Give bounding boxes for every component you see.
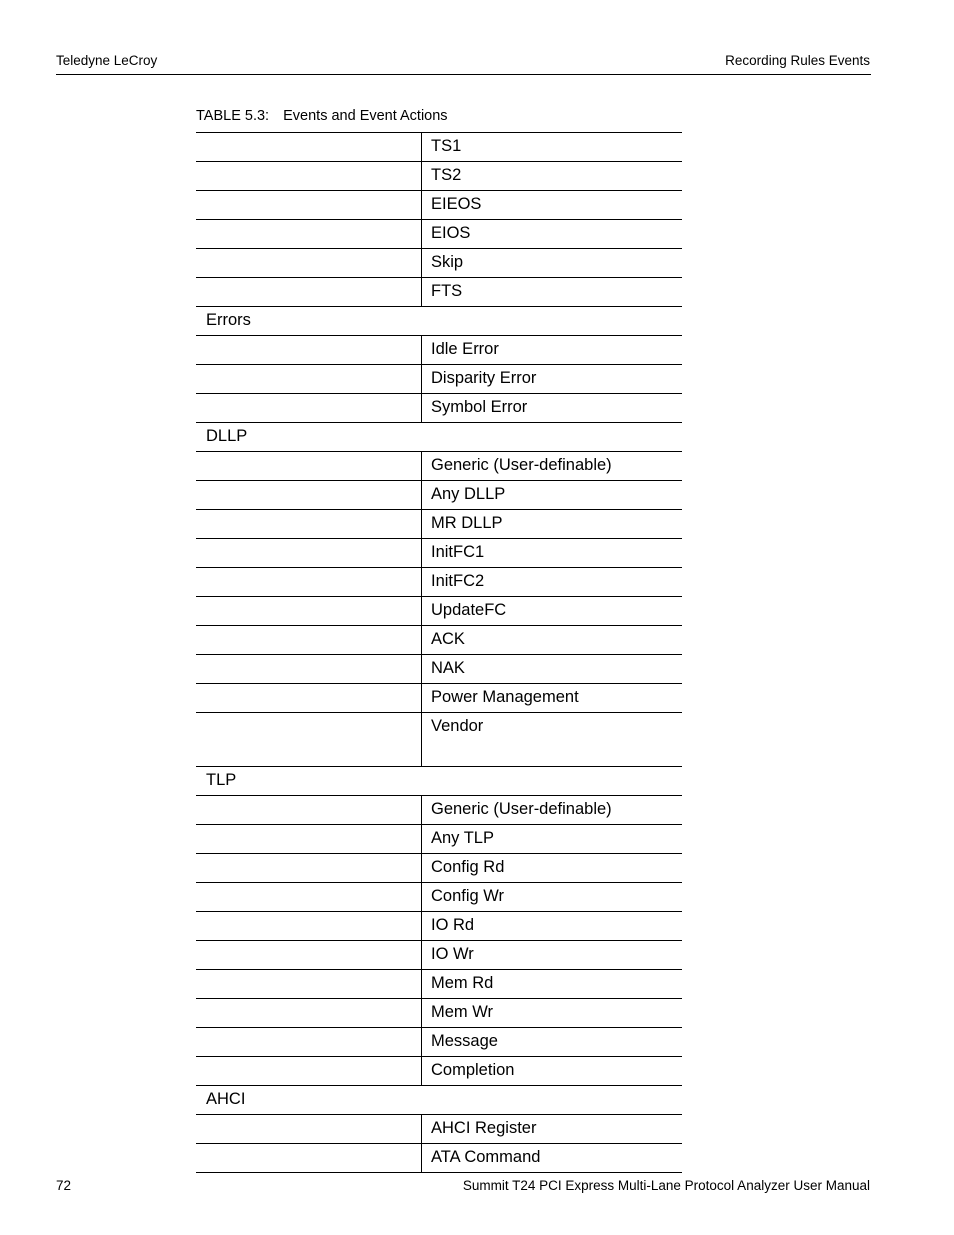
empty-cell xyxy=(196,394,422,423)
empty-cell xyxy=(196,970,422,999)
table-row xyxy=(196,970,682,999)
empty-cell xyxy=(196,941,422,970)
event-name-cell: TS1 xyxy=(422,133,683,162)
table-row xyxy=(196,796,682,825)
table-caption-number: TABLE 5.3: xyxy=(196,108,270,124)
empty-cell xyxy=(196,1057,422,1086)
event-name-cell: EIEOS xyxy=(422,191,683,220)
event-name-cell: Skip xyxy=(422,249,683,278)
category-label: AHCI xyxy=(196,1086,682,1115)
footer-manual-title: Summit T24 PCI Express Multi-Lane Protocol Analyzer User Manual xyxy=(462,1178,870,1193)
header-divider xyxy=(56,74,871,75)
event-name-cell: Config Wr xyxy=(422,883,683,912)
event-name-cell: InitFC2 xyxy=(422,568,683,597)
header-company: Teledyne LeCroy xyxy=(56,53,158,68)
table-category-row xyxy=(196,423,682,452)
table-row xyxy=(196,394,682,423)
event-name-cell: ACK xyxy=(422,626,683,655)
table-category-row xyxy=(196,767,682,796)
table-row xyxy=(196,684,682,713)
event-name-cell: MR DLLP xyxy=(422,510,683,539)
empty-cell xyxy=(196,597,422,626)
event-name-cell: EIOS xyxy=(422,220,683,249)
empty-cell xyxy=(196,655,422,684)
empty-cell xyxy=(196,162,422,191)
event-name-cell: IO Rd xyxy=(422,912,683,941)
table-row xyxy=(196,220,682,249)
table-row xyxy=(196,597,682,626)
event-name-cell: Generic (User-definable) xyxy=(422,796,683,825)
table-row xyxy=(196,568,682,597)
empty-cell xyxy=(196,510,422,539)
table-row xyxy=(196,912,682,941)
event-name-cell: Vendor xyxy=(422,713,683,767)
table-row xyxy=(196,1028,682,1057)
table-row xyxy=(196,626,682,655)
event-name-cell: UpdateFC xyxy=(422,597,683,626)
empty-cell xyxy=(196,1115,422,1144)
table-row xyxy=(196,825,682,854)
empty-cell xyxy=(196,713,422,767)
page-number: 72 xyxy=(56,1178,72,1193)
table-row xyxy=(196,191,682,220)
table-row xyxy=(196,336,682,365)
table-row xyxy=(196,713,682,767)
event-name-cell: AHCI Register xyxy=(422,1115,683,1144)
empty-cell xyxy=(196,825,422,854)
empty-cell xyxy=(196,365,422,394)
event-name-cell: Any TLP xyxy=(422,825,683,854)
events-table xyxy=(196,132,682,1173)
empty-cell xyxy=(196,539,422,568)
table-row xyxy=(196,1144,682,1173)
table-row xyxy=(196,481,682,510)
event-name-cell: InitFC1 xyxy=(422,539,683,568)
empty-cell xyxy=(196,568,422,597)
table-category-row xyxy=(196,1086,682,1115)
event-name-cell: Mem Wr xyxy=(422,999,683,1028)
table-row xyxy=(196,452,682,481)
table-category-row xyxy=(196,307,682,336)
category-label: TLP xyxy=(196,767,682,796)
empty-cell xyxy=(196,1028,422,1057)
empty-cell xyxy=(196,452,422,481)
table-row xyxy=(196,854,682,883)
event-name-cell: TS2 xyxy=(422,162,683,191)
event-name-cell: FTS xyxy=(422,278,683,307)
table-row xyxy=(196,510,682,539)
empty-cell xyxy=(196,220,422,249)
table-row xyxy=(196,162,682,191)
table-row xyxy=(196,133,682,162)
empty-cell xyxy=(196,278,422,307)
empty-cell xyxy=(196,336,422,365)
event-name-cell: Symbol Error xyxy=(422,394,683,423)
empty-cell xyxy=(196,1144,422,1173)
table-row xyxy=(196,249,682,278)
empty-cell xyxy=(196,999,422,1028)
empty-cell xyxy=(196,481,422,510)
table-row xyxy=(196,365,682,394)
table-row xyxy=(196,278,682,307)
events-table-body xyxy=(196,133,682,1173)
table-row xyxy=(196,539,682,568)
event-name-cell: Config Rd xyxy=(422,854,683,883)
table-row xyxy=(196,655,682,684)
event-name-cell: NAK xyxy=(422,655,683,684)
event-name-cell: Idle Error xyxy=(422,336,683,365)
table-row xyxy=(196,999,682,1028)
empty-cell xyxy=(196,626,422,655)
table-caption-title: Events and Event Actions xyxy=(283,108,448,124)
empty-cell xyxy=(196,684,422,713)
table-row xyxy=(196,941,682,970)
table-row xyxy=(196,1115,682,1144)
event-name-cell: IO Wr xyxy=(422,941,683,970)
event-name-cell: Mem Rd xyxy=(422,970,683,999)
empty-cell xyxy=(196,912,422,941)
event-name-cell: Power Management xyxy=(422,684,683,713)
category-label: Errors xyxy=(196,307,682,336)
table-row xyxy=(196,1057,682,1086)
event-name-cell: ATA Command xyxy=(422,1144,683,1173)
empty-cell xyxy=(196,883,422,912)
category-label: DLLP xyxy=(196,423,682,452)
event-name-cell: Message xyxy=(422,1028,683,1057)
table-row xyxy=(196,883,682,912)
event-name-cell: Generic (User-definable) xyxy=(422,452,683,481)
empty-cell xyxy=(196,796,422,825)
event-name-cell: Any DLLP xyxy=(422,481,683,510)
event-name-cell: Completion xyxy=(422,1057,683,1086)
empty-cell xyxy=(196,249,422,278)
empty-cell xyxy=(196,191,422,220)
empty-cell xyxy=(196,133,422,162)
table-caption xyxy=(196,108,448,124)
event-name-cell: Disparity Error xyxy=(422,365,683,394)
empty-cell xyxy=(196,854,422,883)
header-section-title: Recording Rules Events xyxy=(725,53,870,68)
